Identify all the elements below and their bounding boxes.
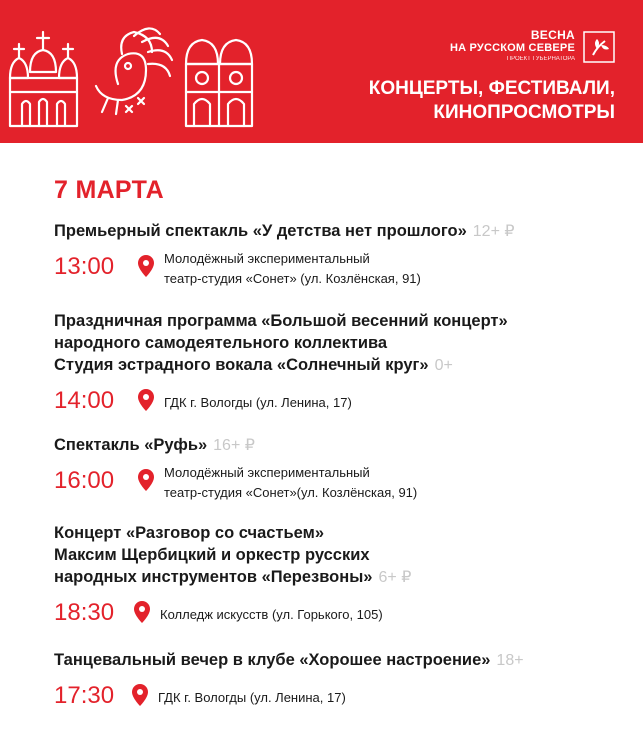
folk-ornament-icon xyxy=(0,0,270,143)
sprout-icon xyxy=(583,31,615,63)
event-time: 17:30 xyxy=(54,682,115,709)
event-place xyxy=(164,463,417,503)
age-rating: 16+ ₽ xyxy=(213,437,255,454)
event-item xyxy=(54,434,614,503)
bird-icon xyxy=(96,28,172,114)
event-title xyxy=(54,220,614,243)
event-details xyxy=(54,678,614,718)
event-item xyxy=(54,649,614,718)
event-title xyxy=(54,434,614,457)
brand-logo xyxy=(415,28,615,66)
event-title xyxy=(54,522,614,589)
place-line: театр-студия «Сонет» (ул. Козлёнская, 91) xyxy=(164,271,421,286)
brand-line1: ВЕСНА xyxy=(530,28,575,42)
event-time: 18:30 xyxy=(54,599,115,626)
event-place xyxy=(160,605,383,625)
event-date: 7 МАРТА xyxy=(54,176,164,204)
place-line: ГДК г. Вологды (ул. Ленина, 17) xyxy=(164,395,352,410)
header-banner xyxy=(0,0,643,143)
page-title xyxy=(369,77,615,125)
event-place xyxy=(164,249,421,289)
event-time: 16:00 xyxy=(54,467,115,494)
place-line: ГДК г. Вологды (ул. Ленина, 17) xyxy=(158,690,346,705)
event-time: 14:00 xyxy=(54,387,115,414)
event-title-line: народных инструментов «Перезвоны» xyxy=(54,568,373,586)
age-rating: 0+ xyxy=(434,357,453,374)
event-item xyxy=(54,522,614,635)
event-title-line: Спектакль «Руфь» xyxy=(54,436,208,454)
location-pin-icon xyxy=(138,469,154,491)
age-rating: 6+ ₽ xyxy=(378,569,412,586)
event-time: 13:00 xyxy=(54,253,115,280)
headline-line1: КОНЦЕРТЫ, ФЕСТИВАЛИ, xyxy=(368,78,615,99)
event-item xyxy=(54,220,614,289)
event-details xyxy=(54,463,614,503)
event-title-line: Концерт «Разговор со счастьем» xyxy=(54,524,324,542)
event-details xyxy=(54,249,614,289)
event-title xyxy=(54,310,614,377)
location-pin-icon xyxy=(132,684,148,706)
tower-icon xyxy=(186,40,252,126)
event-title-line: Праздничная программа «Большой весенний концерт» xyxy=(54,312,508,330)
event-title-line: Танцевальный вечер в клубе «Хорошее настроение» xyxy=(54,651,491,669)
event-title xyxy=(54,649,614,672)
event-details xyxy=(54,383,614,423)
age-rating: 12+ ₽ xyxy=(472,223,515,240)
location-pin-icon xyxy=(138,255,154,277)
event-place xyxy=(158,688,346,708)
headline-line2: КИНОПРОСМОТРЫ xyxy=(433,102,615,123)
event-item xyxy=(54,310,614,423)
event-title-line: Студия эстрадного вокала «Солнечный круг» xyxy=(54,356,429,374)
place-line: Молодёжный экспериментальный xyxy=(164,465,370,480)
event-title-line: народного самодеятельного коллектива xyxy=(54,334,388,352)
event-title-line: Максим Щербицкий и оркестр русских xyxy=(54,546,370,564)
location-pin-icon xyxy=(138,389,154,411)
church-icon xyxy=(10,32,77,126)
brand-line2: НА РУССКОМ СЕВЕРЕ xyxy=(450,42,575,54)
event-details xyxy=(54,595,614,635)
place-line: театр-студия «Сонет»(ул. Козлёнская, 91) xyxy=(164,485,418,500)
event-title-line: Премьерный спектакль «У детства нет прошлого» xyxy=(54,222,467,240)
place-line: Колледж искусств (ул. Горького, 105) xyxy=(160,607,383,622)
location-pin-icon xyxy=(134,601,150,623)
place-line: Молодёжный экспериментальный xyxy=(164,251,370,266)
age-rating: 18+ xyxy=(496,652,524,669)
event-place xyxy=(164,393,352,413)
brand-line3: ПРОЕКТ ГУБЕРНАТОРА xyxy=(506,56,575,62)
